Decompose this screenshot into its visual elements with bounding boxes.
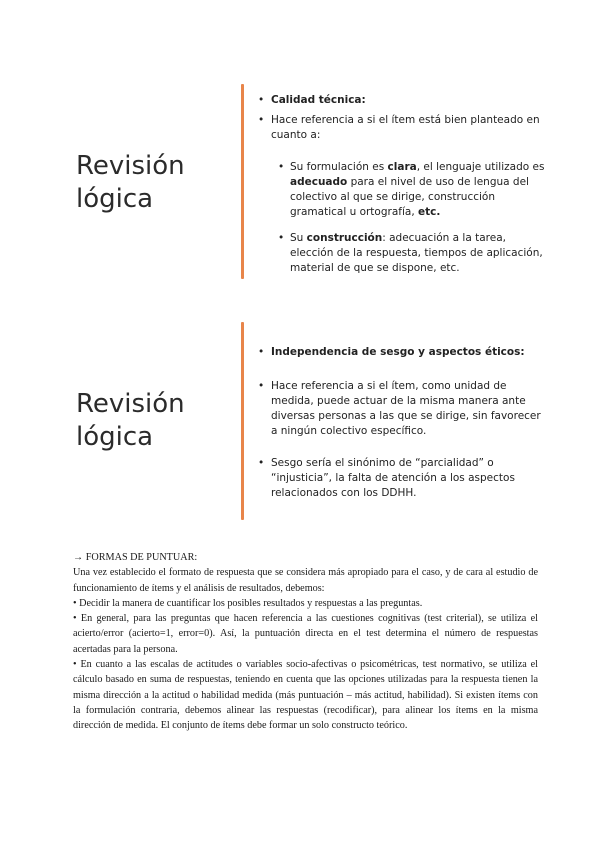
title-line-2: lógica — [76, 422, 154, 452]
notes-paragraph: • En general, para las preguntas que hacen referencia a las cuestiones cognitivas (test criterial), se utiliza el acierto/error (acierto=1, error=0). Así, la puntuación directa en el test determina el número de respuestas acertadas para la persona. — [73, 613, 538, 655]
sub-bullet-formulacion: • Su formulación es clara, el lenguaje utilizado es adecuado para el nivel de uso de lengua del colectivo al que se dirige, construcción gramatical u ortografía, etc. — [278, 161, 545, 218]
bullet-dot-icon: • — [258, 346, 265, 358]
bullet-sesgo: • Sesgo sería el sinónimo de “parcialidad” o “injusticia”, la falta de atención a los aspectos relacionados con los DDHH. — [258, 457, 515, 499]
notes-paragraph: Una vez establecido el formato de respuesta que se considera más apropiado para el caso, y de cara al estudio de funcionamiento de ítems y el análisis de resultados, debemos: — [73, 567, 538, 594]
title-line-1: Revisión — [76, 389, 185, 419]
slide-title — [76, 388, 185, 454]
bullet-hace-referencia: • Hace referencia a si el ítem está bien planteado en cuanto a: — [258, 114, 540, 141]
bullet-calidad-tecnica: • Calidad técnica: — [258, 94, 366, 106]
slide-divider — [241, 84, 244, 279]
title-line-1: Revisión — [76, 151, 185, 181]
notes-text — [73, 550, 538, 734]
sub-bullet-construccion: • Su construcción: adecuación a la tarea, elección de la respuesta, tiempos de aplicación, material de que se dispone, etc. — [278, 232, 543, 274]
notes-heading: → FORMAS DE PUNTUAR: — [73, 552, 198, 563]
title-line-2: lógica — [76, 184, 154, 214]
slide-divider — [241, 322, 244, 520]
bullet-dot-icon: • — [278, 232, 285, 244]
bullet-dot-icon: • — [258, 457, 265, 469]
bullet-dot-icon: • — [258, 94, 265, 106]
notes-paragraph: • Decidir la manera de cuantificar los posibles resultados y respuestas a las preguntas. — [73, 597, 423, 609]
slide-independencia-sesgo — [0, 318, 600, 528]
bullet-hace-referencia: • Hace referencia a si el ítem, como unidad de medida, puede actuar de la misma manera ante diversas personas a las que se dirige, sin favorecer a ningún colectivo específico. — [258, 380, 541, 437]
bullet-dot-icon: • — [258, 380, 265, 392]
notes-paragraph: • En cuanto a las escalas de actitudes o variables socio-afectivas o psicométricas, test normativo, se utiliza el cálculo basado en suma de respuestas, teniendo en cuenta que las opciones utilizadas para la respuesta tienen la misma dirección a la actitud o habilidad medida (más puntuación – más actitud, habilidad). Si existen ítems con la formulación contraria, debemos alinear las respuestas (recodificar), para alinear los ítems en la misma dirección de medida. El conjunto de ítems debe formar un solo constructo teórico. — [73, 659, 538, 732]
bullet-independencia: • Independencia de sesgo y aspectos éticos: — [258, 346, 525, 358]
bullet-dot-icon: • — [278, 161, 285, 173]
bullet-dot-icon: • — [258, 114, 265, 126]
slide-title — [76, 150, 185, 216]
